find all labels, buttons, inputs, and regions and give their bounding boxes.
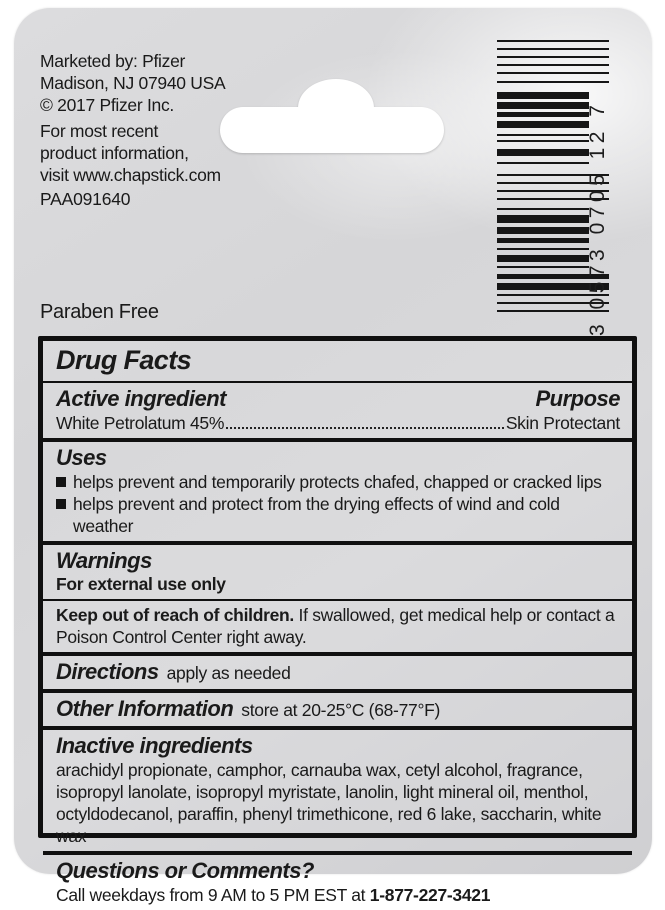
other-information-text: store at 20-25°C (68-77°F) bbox=[241, 700, 441, 720]
questions-section bbox=[43, 855, 632, 910]
barcode-bar bbox=[497, 121, 589, 128]
barcode-bar bbox=[497, 134, 589, 136]
directions-section bbox=[43, 656, 632, 689]
paraben-free-claim: Paraben Free bbox=[40, 301, 159, 323]
marketer-line: © 2017 Pfizer Inc. bbox=[40, 95, 174, 115]
questions-text bbox=[56, 884, 620, 906]
dot-leader bbox=[226, 427, 504, 429]
warnings-heading: Warnings bbox=[56, 548, 152, 573]
warnings-section bbox=[43, 545, 632, 652]
questions-heading: Questions or Comments? bbox=[56, 858, 314, 883]
purpose-value: Skin Protectant bbox=[505, 413, 620, 433]
inactive-ingredients-section bbox=[43, 730, 632, 851]
active-ingredient-section bbox=[43, 383, 632, 438]
barcode-bar bbox=[497, 238, 589, 243]
barcode-bar bbox=[497, 56, 609, 58]
upc-barcode bbox=[497, 40, 647, 336]
use-item: helps prevent and protect from the drying effects of wind and cold weather bbox=[73, 494, 560, 536]
inactive-ingredients-heading: Inactive ingredients bbox=[56, 733, 253, 758]
lot-code: PAA091640 bbox=[40, 189, 131, 209]
product-info-line: visit www.chapstick.com bbox=[40, 165, 221, 185]
barcode-bar bbox=[497, 92, 589, 99]
barcode-bar bbox=[497, 149, 589, 156]
barcode-bar bbox=[497, 102, 589, 109]
marketer-line: Marketed by: Pfizer bbox=[40, 51, 186, 71]
keep-out-bold: Keep out of reach of children. bbox=[56, 605, 294, 625]
directions-heading: Directions bbox=[56, 659, 159, 684]
marketer-line: Madison, NJ 07940 USA bbox=[40, 73, 226, 93]
questions-call-text: Call weekdays from 9 AM to 5 PM EST at bbox=[56, 885, 370, 905]
barcode-digits: 3 0573 0705 12 7 bbox=[586, 100, 609, 336]
barcode-bar bbox=[497, 64, 609, 66]
inactive-ingredients-list: arachidyl propionate, camphor, carnauba wax, cetyl alcohol, fragrance, isopropyl lanolate, isopropyl myristate, lanolin, light mineral oil, menthol, octyldodecanol, paraffin, phenyl trimethicone, red 6 lake, saccharin, white wax bbox=[56, 760, 602, 846]
product-info-line: product information, bbox=[40, 143, 189, 163]
blister-card-back bbox=[14, 8, 652, 905]
barcode-bar bbox=[497, 140, 589, 142]
drug-facts-title: Drug Facts bbox=[56, 345, 192, 375]
use-item: helps prevent and temporarily protects chafed, chapped or cracked lips bbox=[73, 472, 602, 492]
product-info-note bbox=[40, 120, 221, 186]
active-ingredient-heading: Active ingredient bbox=[56, 386, 226, 411]
square-bullet-icon bbox=[56, 499, 66, 509]
barcode-bar bbox=[497, 215, 589, 223]
hang-tab-hole-slot bbox=[220, 107, 444, 153]
barcode-bar bbox=[497, 227, 589, 234]
purpose-heading: Purpose bbox=[535, 386, 620, 411]
drug-facts-panel bbox=[38, 336, 637, 905]
barcode-bar bbox=[497, 162, 589, 164]
uses-heading: Uses bbox=[56, 445, 107, 470]
product-info-line: For most recent bbox=[40, 121, 159, 141]
directions-text: apply as needed bbox=[166, 663, 291, 683]
other-information-heading: Other Information bbox=[56, 696, 234, 721]
uses-section bbox=[43, 442, 632, 541]
active-ingredient-name: White Petrolatum 45% bbox=[56, 413, 225, 433]
marketer-address bbox=[40, 50, 225, 116]
other-information-section bbox=[43, 693, 632, 726]
barcode-bar bbox=[497, 266, 589, 268]
barcode-bar bbox=[497, 255, 589, 262]
keep-out-rest: If swallowed, get medical help or contact a Poison Control Center right away. bbox=[56, 605, 615, 647]
questions-phone-number: 1-877-227-3421 bbox=[369, 885, 491, 905]
barcode-bar bbox=[497, 248, 589, 250]
square-bullet-icon bbox=[56, 477, 66, 487]
barcode-bar bbox=[497, 48, 609, 50]
keep-out-of-reach-text bbox=[43, 601, 632, 652]
barcode-bar bbox=[497, 112, 589, 117]
barcode-bar bbox=[497, 40, 609, 42]
external-use-subheading: For external use only bbox=[56, 574, 226, 594]
barcode-bar bbox=[497, 208, 589, 210]
